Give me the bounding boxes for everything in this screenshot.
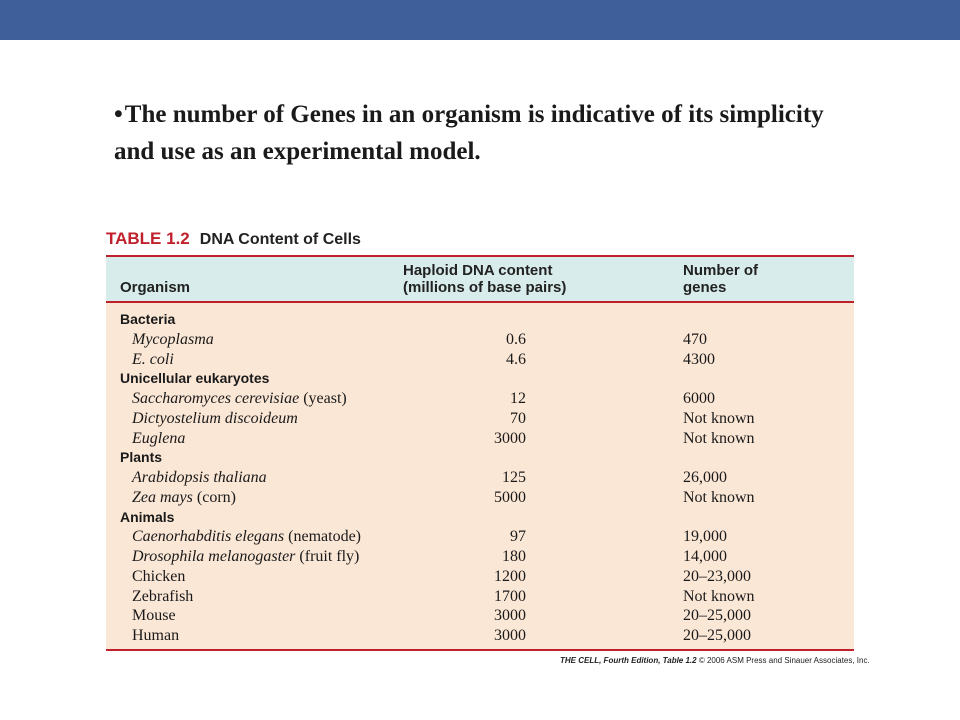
dna-content-cell: 1200 — [494, 567, 526, 585]
header-genes — [683, 262, 758, 296]
organism-cell — [132, 331, 214, 349]
bullet-text: The number of Genes in an organism is indicative of its simplicity and use as an experimental model. — [114, 101, 824, 165]
organism-scientific-name: Euglena — [132, 429, 186, 447]
table-row — [106, 547, 854, 567]
gene-count-cell: Not known — [683, 587, 755, 605]
table-row — [106, 606, 854, 626]
organism-common-name: (yeast) — [299, 390, 347, 407]
organism-scientific-name: Zea mays — [132, 488, 193, 506]
table-row — [106, 429, 854, 449]
dna-content-cell: 3000 — [494, 627, 526, 644]
table-row — [106, 468, 854, 488]
dna-content-cell: 125 — [502, 469, 526, 486]
dna-content-cell: 3000 — [494, 429, 526, 447]
dna-content-cell: 180 — [502, 548, 526, 565]
organism-scientific-name: Mycoplasma — [132, 330, 214, 348]
dna-content-cell: 4.6 — [506, 350, 526, 368]
category-label: Unicellular eukaryotes — [120, 370, 270, 387]
dna-content-cell: 5000 — [494, 488, 526, 506]
category-label: Bacteria — [120, 311, 176, 327]
gene-count-cell: 26,000 — [683, 469, 727, 486]
gene-count-cell: 20–23,000 — [683, 567, 751, 585]
organism-cell — [132, 607, 176, 625]
gene-count-cell: 20–25,000 — [683, 627, 751, 644]
organism-common-name: (nematode) — [284, 528, 362, 546]
category-row — [106, 448, 854, 468]
dna-content-cell: 3000 — [494, 607, 526, 625]
slide-header-bar — [0, 0, 960, 40]
dna-content-cell: 1700 — [494, 587, 526, 605]
gene-count-cell: 470 — [683, 330, 707, 348]
category-row — [106, 310, 854, 330]
organism-cell — [132, 489, 236, 507]
table-title: DNA Content of Cells — [199, 231, 361, 248]
header-genes-line1: Number of — [683, 262, 758, 279]
table-number: TABLE 1.2 — [106, 229, 190, 248]
table-caption — [106, 229, 361, 249]
organism-common-name: (fruit fly) — [295, 548, 360, 565]
table-row — [106, 626, 854, 646]
category-row — [106, 508, 854, 528]
organism-cell — [132, 588, 193, 606]
gene-count-cell: 14,000 — [683, 548, 727, 565]
table-row — [106, 409, 854, 429]
organism-cell — [132, 430, 185, 448]
dna-content-cell: 70 — [510, 409, 526, 427]
organism-cell — [132, 351, 174, 369]
organism-common-name: (corn) — [192, 488, 236, 506]
gene-count-cell: Not known — [683, 429, 755, 447]
organism-cell — [132, 410, 298, 428]
gene-count-cell: 6000 — [683, 390, 715, 407]
organism-scientific-name: Drosophila melanogaster — [132, 548, 296, 565]
table-header — [106, 257, 854, 303]
organism-common-name: Chicken — [132, 567, 186, 585]
gene-count-cell: Not known — [683, 409, 755, 427]
credit-source: THE CELL, Fourth Edition, Table 1.2 — [560, 656, 697, 665]
table-row — [106, 350, 854, 370]
organism-cell — [132, 469, 267, 487]
organism-cell — [132, 568, 185, 586]
table-row — [106, 587, 854, 607]
table-row — [106, 567, 854, 587]
gene-count-cell: Not known — [683, 488, 755, 506]
organism-cell — [132, 627, 179, 645]
header-dna-content — [403, 262, 566, 296]
table-row — [106, 488, 854, 508]
table-row — [106, 389, 854, 409]
organism-scientific-name: Caenorhabditis elegans — [132, 528, 285, 546]
organism-scientific-name: Dictyostelium discoideum — [132, 409, 298, 427]
organism-scientific-name: Saccharomyces cerevisiae — [132, 390, 300, 407]
table-row — [106, 527, 854, 547]
organism-common-name: Mouse — [132, 607, 176, 625]
organism-cell — [132, 528, 361, 546]
organism-common-name: Human — [132, 627, 180, 644]
organism-cell — [132, 548, 359, 566]
bullet-marker: • — [114, 101, 123, 128]
organism-common-name: Zebrafish — [132, 587, 194, 605]
gene-count-cell: 19,000 — [683, 528, 727, 546]
dna-content-cell: 12 — [510, 390, 526, 407]
header-dna-line2: (millions of base pairs) — [403, 279, 567, 296]
source-credit — [560, 656, 870, 665]
dna-content-table — [106, 255, 854, 651]
organism-scientific-name: Arabidopsis thaliana — [132, 469, 267, 486]
organism-scientific-name: E. coli — [132, 350, 174, 368]
category-row — [106, 369, 854, 389]
gene-count-cell: 4300 — [683, 350, 715, 368]
category-label: Animals — [120, 508, 175, 525]
table-row — [106, 330, 854, 350]
dna-content-cell: 0.6 — [506, 330, 526, 348]
bullet-point — [114, 96, 834, 170]
header-genes-line2: genes — [683, 279, 727, 296]
header-organism: Organism — [120, 279, 191, 296]
credit-copyright: © 2006 ASM Press and Sinauer Associates, Inc. — [698, 656, 870, 665]
dna-content-cell: 97 — [510, 528, 526, 546]
header-dna-line1: Haploid DNA content — [403, 262, 553, 279]
category-label: Plants — [120, 449, 163, 466]
gene-count-cell: 20–25,000 — [683, 607, 751, 625]
organism-cell — [132, 390, 347, 408]
